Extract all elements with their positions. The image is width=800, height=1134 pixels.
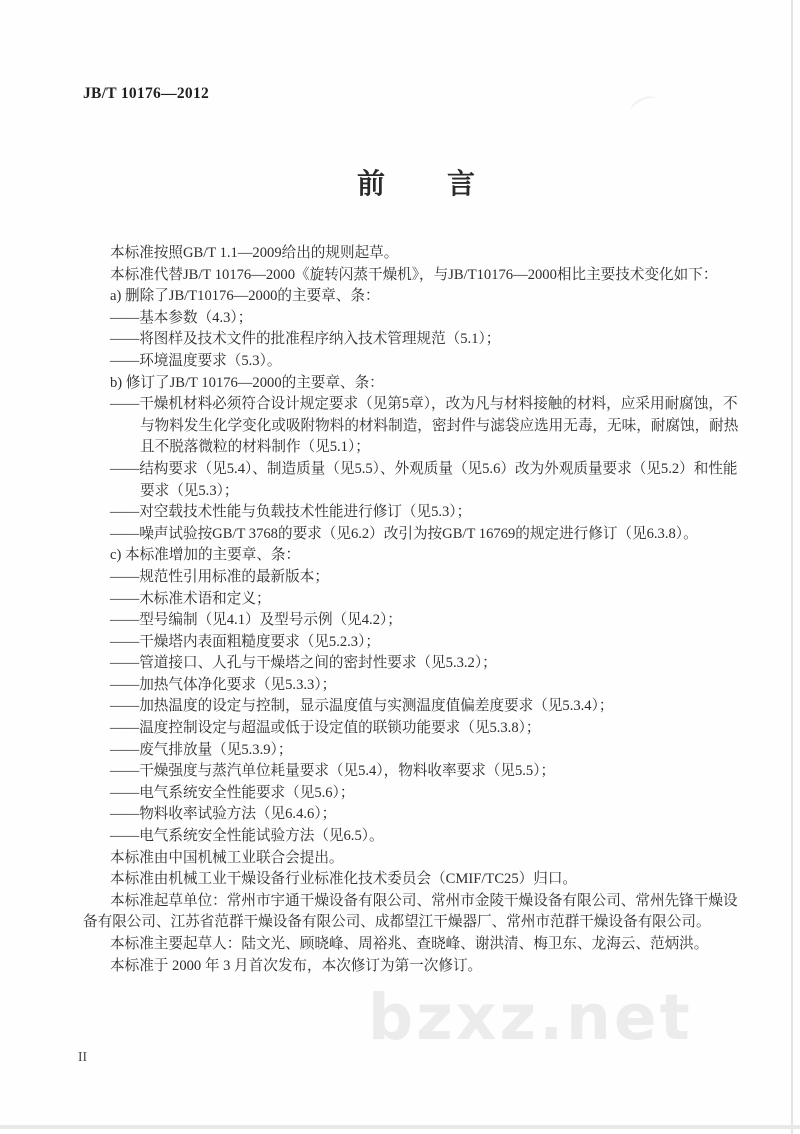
text-line: ——木标准术语和定义； xyxy=(110,590,271,607)
text-line: 本标准按照GB/T 1.1—2009给出的规则起草。 xyxy=(110,245,399,261)
text-line: 备有限公司、江苏省范群干燥设备有限公司、成都望江干燥器厂、常州市范群干燥设备有限公司。 xyxy=(83,914,711,931)
text-line: 与物料发生化学变化或吸附物料的材料制造，密封件与滤袋应选用无毒，无味，耐腐蚀，耐热 xyxy=(140,417,739,434)
foreword-body xyxy=(83,243,738,977)
standard-code: JB/T 10176—2012 xyxy=(83,85,210,102)
text-line: 且不脱落微粒的材料制作（见5.1）； xyxy=(140,439,370,456)
text-line: ——干燥塔内表面粗糙度要求（见5.2.3）； xyxy=(110,633,380,650)
text-line: 本标准起草单位：常州市宇通干燥设备有限公司、常州市金陵干燥设备有限公司、常州先锋干燥设 xyxy=(110,892,738,909)
text-line: ——电气系统安全性能要求（见5.6）； xyxy=(110,784,355,801)
text-line: ——型号编制（见4.1）及型号示例（见4.2）； xyxy=(110,612,402,629)
text-line: ——温度控制设定与超温或低于设定值的联锁功能要求（见5.3.8）； xyxy=(110,720,541,737)
text-line: ——环境温度要求（5.3）。 xyxy=(110,352,282,369)
text-line: c) 本标准增加的主要章、条： xyxy=(110,547,301,564)
page-number: II xyxy=(78,1049,87,1064)
text-line: 本标准由中国机械工业联合会提出。 xyxy=(110,849,344,866)
text-line: ——干燥强度与蒸汽单位耗量要求（见5.4），物料收率要求（见5.5）； xyxy=(110,763,556,780)
text-line: 本标准代替JB/T 10176—2000《旋转闪蒸干燥机》，与JB/T10176—2000相比主要技术变化如下： xyxy=(110,266,718,283)
text-line: ——噪声试验按GB/T 3768的要求（见6.2）改引为按GB/T 16769的规定进行修订（见6.3.8）。 xyxy=(110,525,698,542)
scan-smudge xyxy=(628,93,659,118)
text-line: ——规范性引用标准的最新版本； xyxy=(110,568,329,585)
text-line: ——基本参数（4.3）； xyxy=(110,309,253,326)
text-line: 要求（见5.3）； xyxy=(140,482,239,499)
text-line: ——电气系统安全性能试验方法（见6.5）。 xyxy=(110,828,384,845)
text-line: b) 修订了JB/T 10176—2000的主要章、条： xyxy=(110,374,384,391)
text-line: ——干燥机材料必须符合设计规定要求（见第5章），改为凡与材料接触的材料，应采用耐腐蚀，不 xyxy=(110,396,738,413)
page-right-edge xyxy=(791,0,793,1134)
text-line: 本标准于 2000 年 3 月首次发布，本次修订为第一次修订。 xyxy=(110,957,483,974)
text-line: 本标准主要起草人：陆文光、顾晓峰、周裕兆、查晓峰、谢洪清、梅卫东、龙海云、范炳洪。 xyxy=(110,936,709,952)
text-line: a) 删除了JB/T10176—2000的主要章、条： xyxy=(110,288,380,305)
text-line: ——管道接口、人孔与干燥塔之间的密封性要求（见5.3.2）； xyxy=(110,655,497,672)
site-watermark: bzxz.net xyxy=(368,981,693,1054)
text-line: 本标准由机械工业干燥设备行业标准化技术委员会（CMIF/TC25）归口。 xyxy=(110,871,578,888)
text-line: ——加热气体净化要求（见5.3.3）； xyxy=(110,676,337,693)
text-line: ——结构要求（见5.4）、制造质量（见5.5）、外观质量（见5.6）改为外观质量要求（见5.2）和性能 xyxy=(110,460,738,477)
page-bottom-edge xyxy=(0,1125,800,1129)
text-line: ——将图样及技术文件的批准程序纳入技术管理规范（5.1）； xyxy=(110,331,501,348)
text-line: ——物料收率试验方法（见6.4.6）； xyxy=(110,806,337,823)
text-line: ——废气排放量（见5.3.9）； xyxy=(110,741,293,758)
text-line: ——加热温度的设定与控制，显示温度值与实测温度值偏差度要求（见5.3.4）； xyxy=(110,698,614,715)
page-title-char: 言 xyxy=(447,169,476,200)
text-line: ——对空载技术性能与负载技术性能进行修订（见5.3）； xyxy=(110,504,472,521)
page-title-char: 前 xyxy=(356,169,385,200)
page-title xyxy=(16,162,800,202)
